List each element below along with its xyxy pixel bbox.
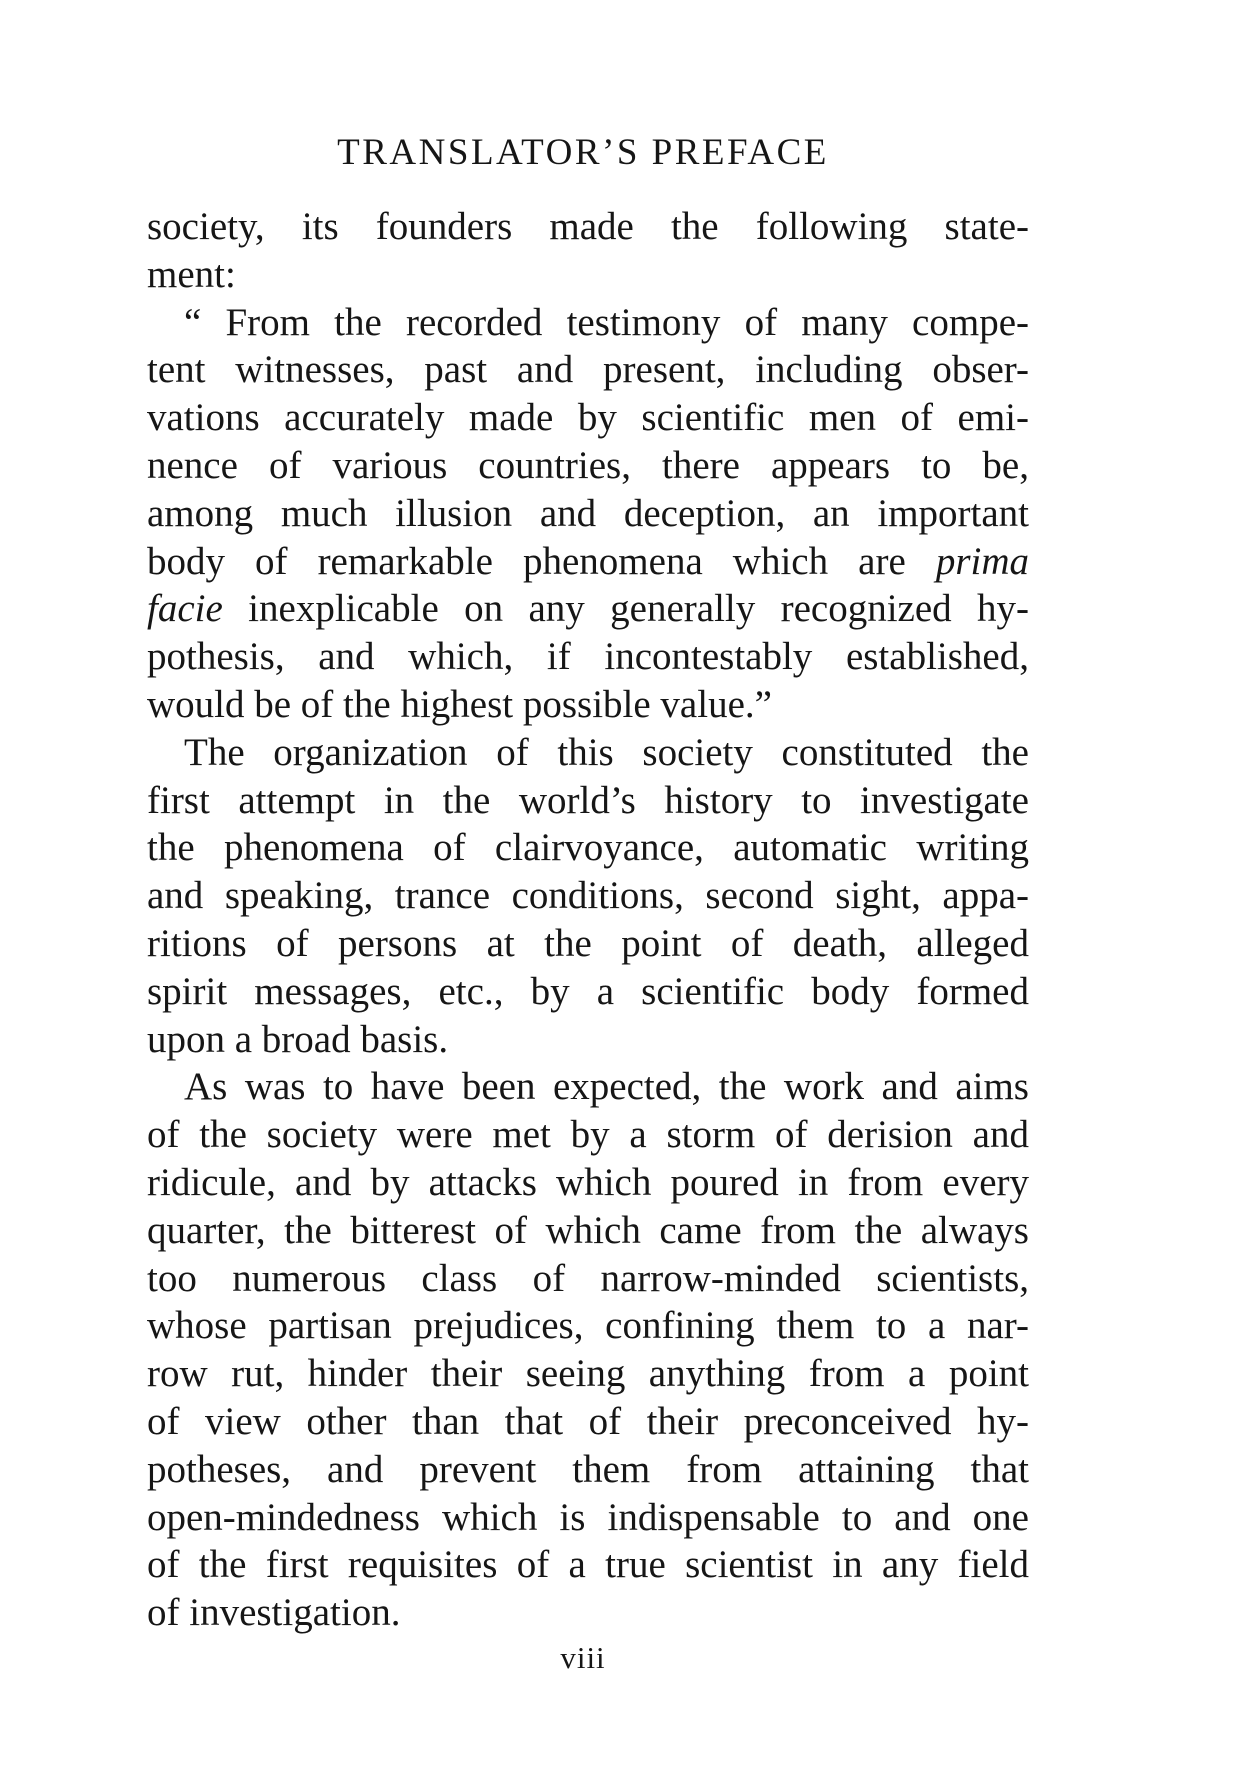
text-line: nence of various countries, there appears to be, [147, 443, 1029, 487]
text-line: of the society were met by a storm of derision and [147, 1113, 1029, 1157]
text-line: quarter, the bitterest of which came from the always [147, 1208, 1029, 1252]
text-run: body of remarkable phenomena which are [147, 539, 906, 583]
text-line: tent witnesses, past and present, including obser- [147, 348, 1029, 392]
text-line: of view other than that of their preconceived hy- [147, 1399, 1029, 1443]
text-line: vations accurately made by scientific men of emi- [147, 396, 1029, 440]
text-line [147, 538, 1029, 586]
text-line: the phenomena of clairvoyance, automatic writing [147, 826, 1029, 870]
text-line: society, its founders made the following state- [147, 205, 1029, 248]
running-head: TRANSLATOR’S PREFACE [337, 132, 829, 173]
text-line: of investigation. [147, 1591, 401, 1635]
text-run: inexplicable on any generally recognized hy- [248, 587, 1030, 631]
text-line: of the first requisites of a true scientist in any field [147, 1543, 1029, 1587]
text-line: “ From the recorded testimony of many compe- [184, 300, 1029, 344]
text-line: The organization of this society constituted the [184, 730, 1029, 774]
text-line: potheses, and prevent them from attaining that [147, 1447, 1029, 1491]
body-text [147, 203, 1029, 1637]
text-line: among much illusion and deception, an important [147, 491, 1029, 535]
text-line: ridicule, and by attacks which poured in from every [147, 1160, 1029, 1204]
text-line: first attempt in the world’s history to investigate [147, 778, 1029, 822]
text-line [147, 585, 1029, 633]
text-line: row rut, hinder their seeing anything from a point [147, 1352, 1029, 1396]
text-line: open-mindedness which is indispensable to and one [147, 1495, 1029, 1539]
italic-term: prima [935, 539, 1029, 583]
text-line: ment: [147, 252, 236, 296]
text-line: spirit messages, etc., by a scientific body formed [147, 969, 1029, 1013]
text-line: whose partisan prejudices, confining them to a nar- [147, 1304, 1029, 1348]
text-line: and speaking, trance conditions, second sight, appa- [147, 874, 1029, 918]
text-line: ritions of persons at the point of death, alleged [147, 921, 1029, 965]
text-line: pothesis, and which, if incontestably established, [147, 635, 1029, 679]
page-number: viii [560, 1640, 606, 1675]
text-line: too numerous class of narrow-minded scientists, [147, 1256, 1029, 1300]
text-line: would be of the highest possible value.” [147, 682, 772, 726]
text-line: As was to have been expected, the work and aims [184, 1065, 1029, 1109]
text-line: upon a broad basis. [147, 1017, 449, 1061]
italic-term: facie [147, 587, 223, 631]
